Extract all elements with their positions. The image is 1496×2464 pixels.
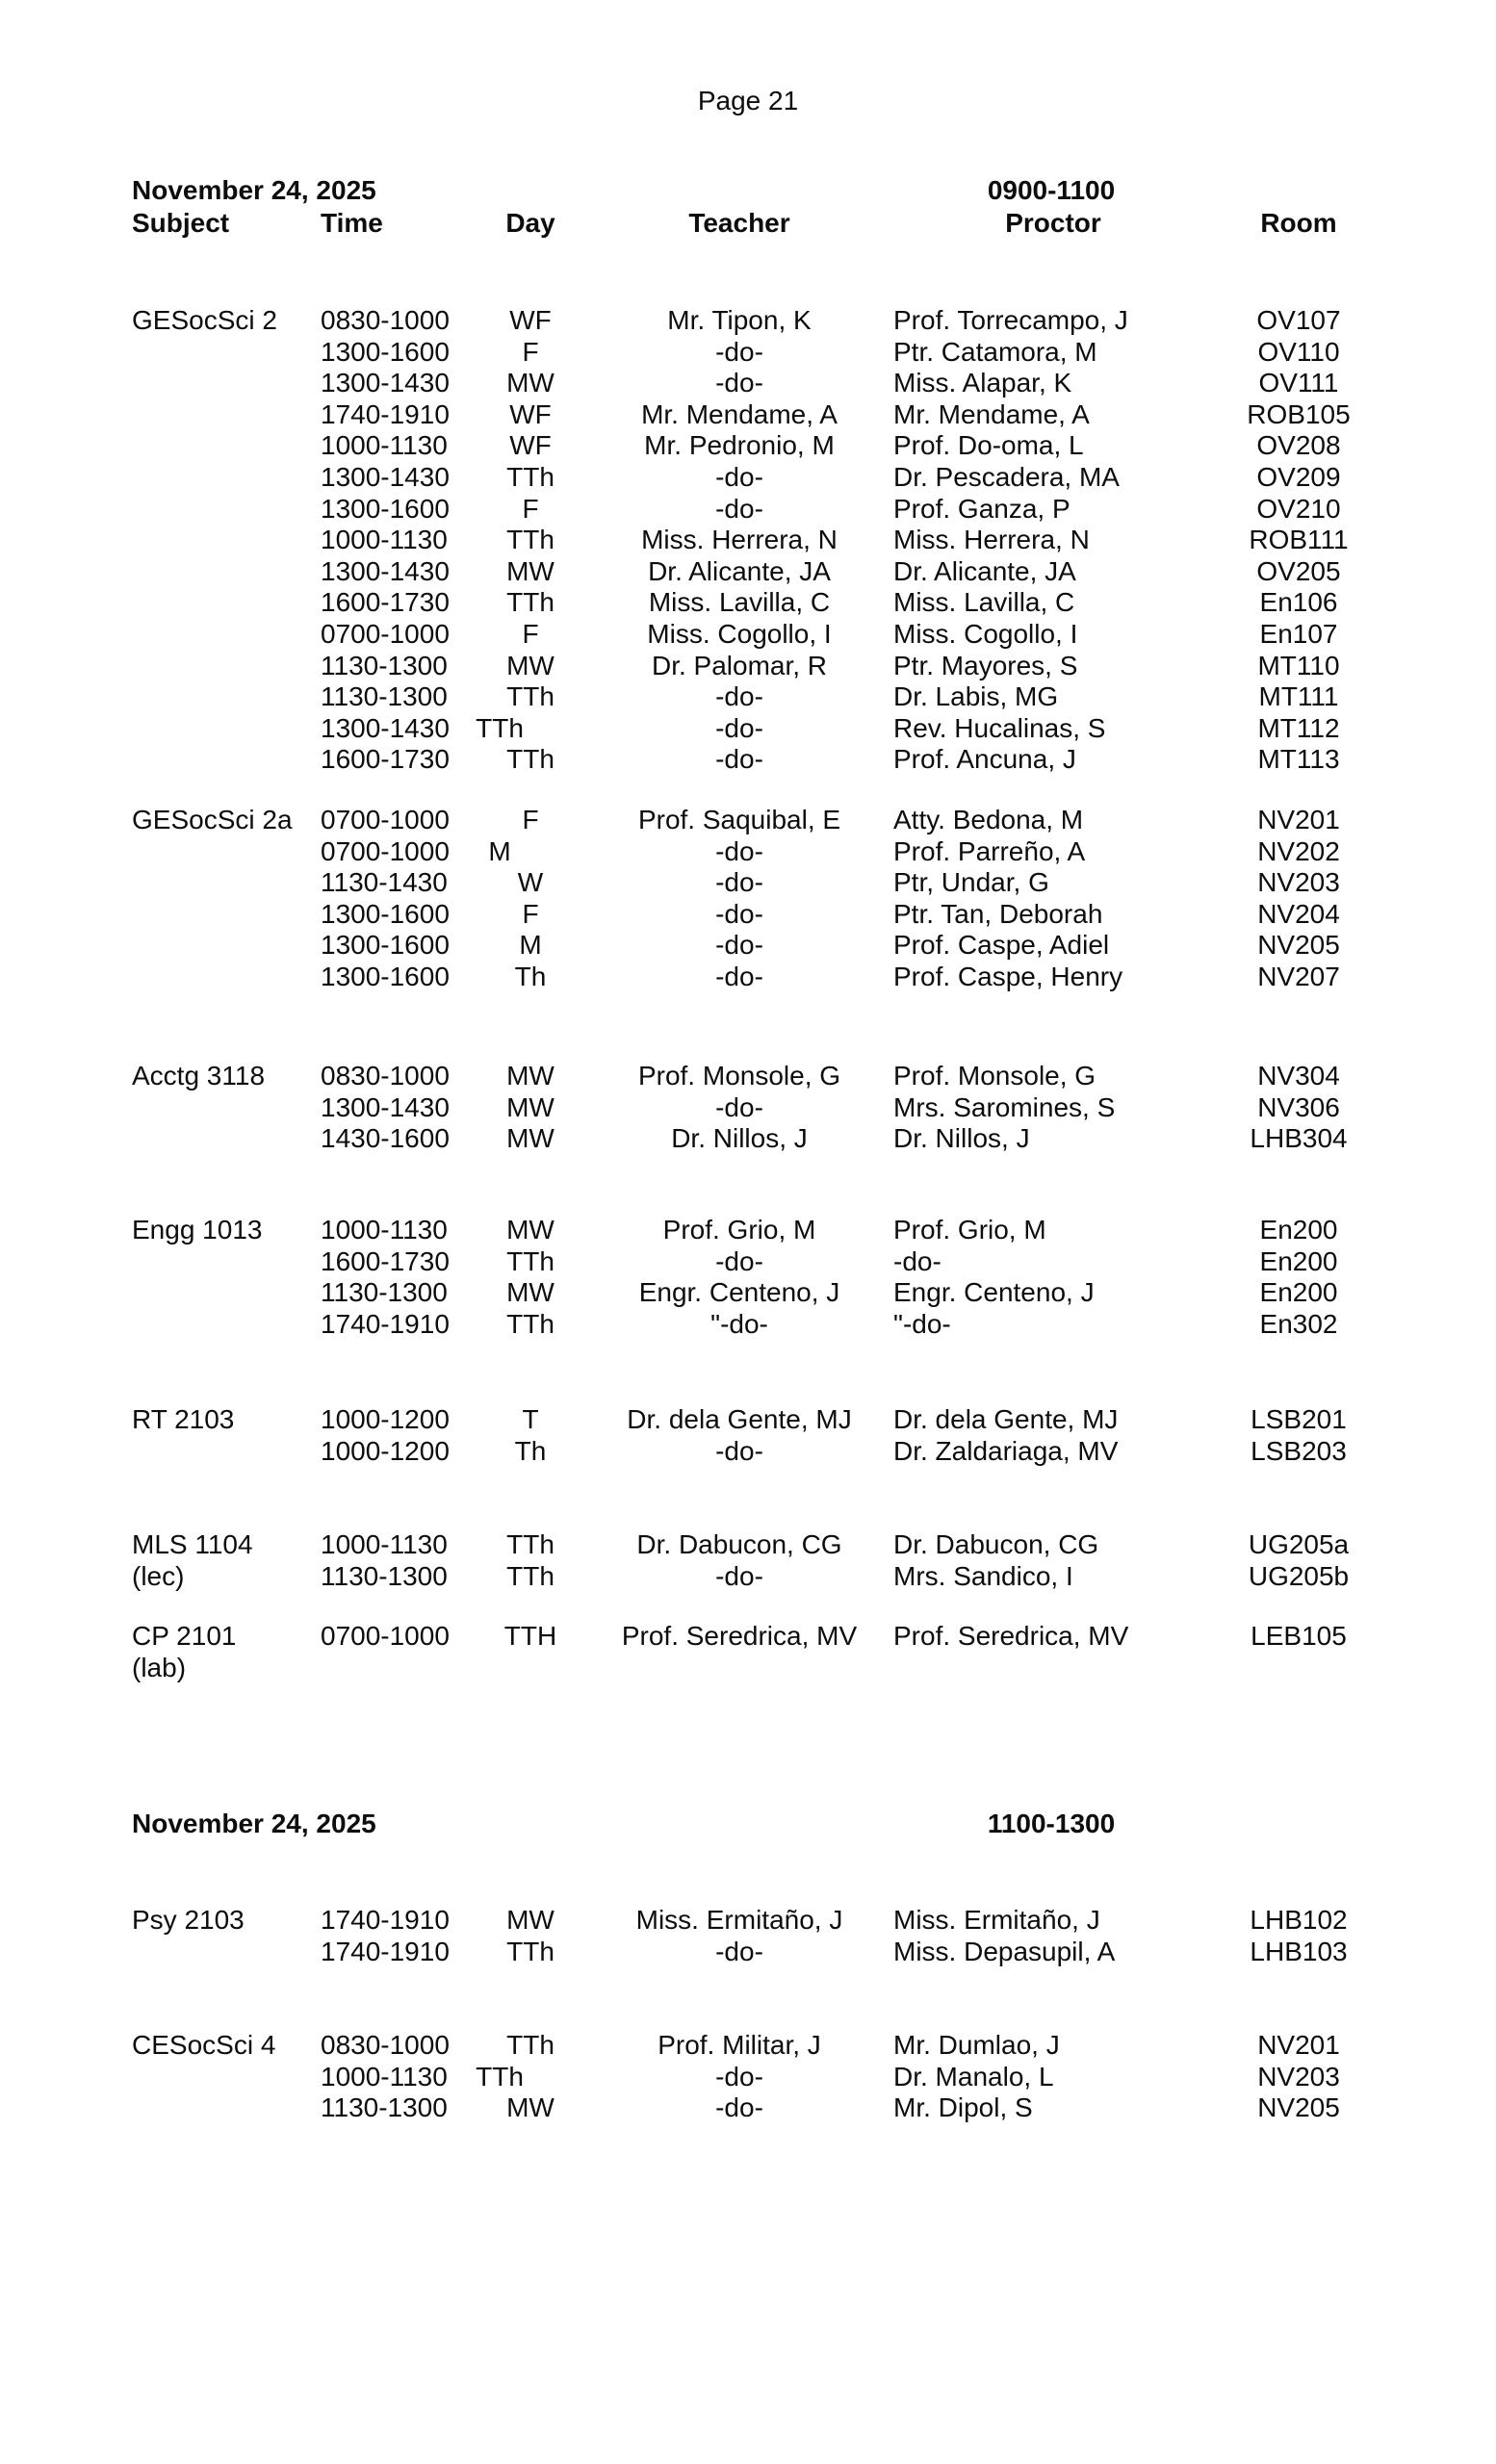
schedule-row [0,495,1496,524]
day-cell: MW [506,1277,555,1308]
time-cell: 1000-1130 [321,1529,448,1559]
section2-date: November 24, 2025 [132,1809,376,1838]
schedule-row [0,526,1496,554]
proctor-cell: Prof. Do-oma, L [893,430,1084,461]
teacher-cell: -do- [715,930,763,961]
subject-sublabel: (lab) [132,1652,187,1682]
day-cell: MW [506,1061,555,1091]
proctor-cell: Prof. Ancuna, J [893,744,1076,775]
room-cell: NV203 [1257,867,1340,898]
teacher-cell: Miss. Lavilla, C [648,587,831,618]
day-cell: TTh [506,1245,555,1276]
time-cell: 1000-1130 [321,430,448,461]
section1-time-slot: 0900-1100 [987,175,1116,205]
time-cell: 1000-1130 [321,525,448,555]
time-cell: 1000-1200 [321,1435,450,1466]
proctor-cell: Dr. Labis, MG [893,681,1059,712]
proctor-cell: Ptr, Undar, G [893,867,1049,898]
proctor-cell: Rev. Hucalinas, S [893,712,1106,743]
proctor-cell: Ptr. Catamora, M [893,336,1097,367]
day-cell: TTH [503,1621,557,1651]
day-cell: T [522,1404,539,1434]
room-cell: OV209 [1256,462,1341,492]
schedule-row [0,338,1496,367]
room-cell: OV110 [1257,336,1340,367]
time-cell: 0700-1000 [321,805,450,834]
room-cell: NV204 [1257,898,1340,929]
proctor-cell: Atty. Bedona, M [893,805,1084,834]
proctor-cell: Dr. Alicante, JA [893,555,1076,586]
day-cell: TTh [506,1936,555,1966]
room-cell: NV306 [1257,1091,1340,1122]
room-cell: UG205b [1248,1560,1350,1591]
schedule-row [0,714,1496,743]
schedule-row [0,1278,1496,1307]
teacher-cell: -do- [715,962,763,991]
room-cell: NV304 [1257,1061,1340,1091]
schedule-row [0,745,1496,774]
day-cell: TTh [506,1560,555,1591]
time-cell: 1130-1300 [321,650,448,680]
time-cell: 1300-1430 [321,1091,450,1122]
day-cell: F [522,805,539,834]
schedule-row [0,2031,1496,2060]
time-cell: 1600-1730 [321,1245,450,1276]
proctor-cell: Ptr. Mayores, S [893,650,1078,680]
teacher-cell: Prof. Grio, M [662,1215,816,1245]
day-cell: MW [506,555,555,586]
day-cell: TTh [476,712,524,743]
teacher-cell: -do- [715,744,763,775]
schedule-row [0,1622,1496,1651]
time-cell: 1300-1430 [321,462,450,492]
teacher-cell: Prof. Seredrica, MV [621,1621,858,1651]
subject-label: GESocSci 2 [132,305,277,335]
teacher-cell: Engr. Centeno, J [638,1277,840,1308]
day-cell: F [522,493,539,524]
time-cell: 1000-1130 [321,1215,448,1245]
room-cell: ROB105 [1247,398,1351,429]
schedule-row [0,306,1496,335]
proctor-cell: Engr. Centeno, J [893,1277,1095,1308]
proctor-cell: Prof. Parreño, A [893,835,1086,866]
schedule-row [0,588,1496,617]
day-cell: WF [509,305,552,335]
column-header-time: Time [321,208,383,238]
time-cell: 0700-1000 [321,619,450,649]
time-cell: 1000-1130 [321,2061,448,2092]
schedule-row [0,1938,1496,1966]
teacher-cell: -do- [715,462,763,492]
teacher-cell: Prof. Militar, J [658,2030,821,2060]
proctor-cell: Miss. Alapar, K [893,368,1072,398]
day-cell: MW [506,368,555,398]
schedule-row [0,806,1496,834]
subject-sublabel: (lec) [132,1560,185,1591]
day-cell: TTh [506,744,555,775]
page-number: Page 21 [697,86,799,116]
day-cell: W [517,867,544,898]
day-cell: MW [506,1215,555,1245]
section1-date: November 24, 2025 [132,175,376,205]
subject-label: Engg 1013 [132,1215,263,1245]
time-cell: 1600-1730 [321,744,450,775]
teacher-cell: -do- [715,368,763,398]
day-cell: WF [509,398,552,429]
teacher-cell: Prof. Saquibal, E [637,805,841,834]
proctor-cell: Dr. Dabucon, CG [893,1529,1099,1559]
time-cell: 1300-1430 [321,712,450,743]
subject-label: MLS 1104 [132,1529,253,1559]
proctor-cell: Dr. Pescadera, MA [893,462,1120,492]
subject-label: Psy 2103 [132,1905,245,1935]
column-header-row [0,209,1496,238]
time-cell: 1130-1300 [321,1277,448,1308]
teacher-cell: Mr. Mendame, A [641,398,838,429]
teacher-cell: -do- [715,712,763,743]
schedule-row [0,1093,1496,1122]
day-cell: MW [506,1123,555,1154]
subject-label: GESocSci 2a [132,805,293,834]
schedule-row [0,837,1496,866]
column-header-proctor: Proctor [1005,208,1101,238]
teacher-cell: -do- [715,1936,763,1966]
subject-label: RT 2103 [132,1404,235,1434]
room-cell: OV111 [1258,368,1339,398]
proctor-cell: Dr. Zaldariaga, MV [893,1435,1119,1466]
proctor-cell: Mr. Dipol, S [893,2092,1033,2123]
proctor-cell: Prof. Caspe, Henry [893,962,1123,991]
teacher-cell: Miss. Herrera, N [641,525,838,555]
room-cell: NV203 [1257,2061,1340,2092]
day-cell: TTh [506,1529,555,1559]
teacher-cell: -do- [715,2061,763,2092]
teacher-cell: -do- [715,898,763,929]
schedule-row [0,1530,1496,1559]
time-cell: 1300-1430 [321,368,450,398]
column-header-room: Room [1260,208,1337,238]
schedule-row [0,868,1496,897]
day-cell: TTh [506,587,555,618]
schedule-row [0,431,1496,460]
room-cell: MT111 [1258,681,1339,712]
schedule-row [0,1062,1496,1091]
proctor-cell: Miss. Depasupil, A [893,1936,1116,1966]
day-cell: MW [506,2092,555,2123]
day-cell: MW [506,1091,555,1122]
proctor-cell: Miss. Herrera, N [893,525,1090,555]
teacher-cell: -do- [715,1560,763,1591]
proctor-cell: -do- [893,1245,941,1276]
time-cell: 1300-1600 [321,962,450,991]
time-cell: 1740-1910 [321,1308,450,1339]
time-cell: 1300-1600 [321,930,450,961]
schedule-row [0,463,1496,492]
day-cell: F [522,898,539,929]
room-cell: En302 [1259,1308,1338,1339]
proctor-cell: Mrs. Saromines, S [893,1091,1116,1122]
proctor-cell: Miss. Ermitaño, J [893,1905,1100,1935]
day-cell: M [519,930,542,961]
time-cell: 1600-1730 [321,587,450,618]
room-cell: LSB203 [1251,1435,1347,1466]
time-cell: 0700-1000 [321,1621,450,1651]
proctor-cell: Mr. Mendame, A [893,398,1090,429]
day-cell: WF [509,430,552,461]
schedule-row [0,962,1496,991]
time-cell: 1130-1300 [321,1560,448,1591]
room-cell: NV205 [1257,2092,1340,2123]
time-cell: 1130-1430 [321,867,448,898]
teacher-cell: Dr. Alicante, JA [648,555,831,586]
teacher-cell: Dr. Nillos, J [671,1123,808,1154]
schedule-row [0,1562,1496,1591]
schedule-row [0,652,1496,680]
room-cell: En200 [1259,1245,1338,1276]
room-cell: NV205 [1257,930,1340,961]
schedule-row [0,1906,1496,1935]
teacher-cell: Mr. Pedronio, M [644,430,835,461]
room-cell: NV201 [1257,805,1340,834]
schedule-row [0,1124,1496,1153]
section2-time-slot: 1100-1300 [987,1809,1116,1838]
room-cell: OV205 [1256,555,1341,586]
schedule-row [0,557,1496,586]
teacher-cell: -do- [715,493,763,524]
room-cell: MT110 [1257,650,1340,680]
schedule-row [0,1437,1496,1466]
schedule-row [0,2063,1496,2092]
day-cell: Th [514,1435,547,1466]
subject-label: CP 2101 [132,1621,237,1651]
day-cell: TTh [476,2061,524,2092]
room-cell: MT113 [1257,744,1340,775]
time-cell: 0830-1000 [321,305,450,335]
schedule-row [0,1654,1496,1682]
room-cell: LHB103 [1250,1936,1348,1966]
column-header-day: Day [505,208,555,238]
teacher-cell: Miss. Ermitaño, J [635,1905,843,1935]
schedule-row [0,400,1496,429]
day-cell: TTh [506,681,555,712]
time-cell: 1130-1300 [321,681,448,712]
room-cell: NV207 [1257,962,1340,991]
room-cell: NV202 [1257,835,1340,866]
proctor-cell: Prof. Caspe, Adiel [893,930,1110,961]
teacher-cell: -do- [715,336,763,367]
day-cell: M [488,835,511,866]
proctor-cell: Mrs. Sandico, I [893,1560,1073,1591]
schedule-row [0,620,1496,649]
room-cell: En106 [1259,587,1338,618]
day-cell: TTh [506,525,555,555]
time-cell: 1300-1600 [321,898,450,929]
column-header-subject: Subject [132,208,230,238]
day-cell: F [522,619,539,649]
teacher-cell: Dr. Dabucon, CG [636,1529,842,1559]
day-cell: MW [506,1905,555,1935]
teacher-cell: -do- [715,1091,763,1122]
time-cell: 0700-1000 [321,835,450,866]
schedule-row [0,1310,1496,1339]
day-cell: F [522,336,539,367]
proctor-cell: Dr. Nillos, J [893,1123,1030,1154]
time-cell: 1740-1910 [321,1905,450,1935]
room-cell: UG205a [1248,1529,1350,1559]
proctor-cell: "-do- [893,1308,951,1339]
room-cell: NV201 [1257,2030,1340,2060]
proctor-cell: Miss. Lavilla, C [893,587,1075,618]
proctor-cell: Prof. Grio, M [893,1215,1046,1245]
schedule-row [0,900,1496,929]
schedule-row [0,369,1496,398]
teacher-cell: Mr. Tipon, K [667,305,812,335]
proctor-cell: Dr. dela Gente, MJ [893,1404,1119,1434]
schedule-row [0,931,1496,960]
room-cell: OV210 [1256,493,1341,524]
room-cell: En200 [1259,1215,1338,1245]
subject-label: Acctg 3118 [132,1061,266,1091]
proctor-cell: Prof. Monsole, G [893,1061,1096,1091]
teacher-cell: -do- [715,1435,763,1466]
room-cell: ROB111 [1249,525,1349,555]
room-cell: OV107 [1256,305,1341,335]
teacher-cell: -do- [715,835,763,866]
proctor-cell: Miss. Cogollo, I [893,619,1078,649]
proctor-cell: Mr. Dumlao, J [893,2030,1060,2060]
time-cell: 1740-1910 [321,1936,450,1966]
room-cell: LSB201 [1251,1404,1347,1434]
time-cell: 1300-1600 [321,493,450,524]
time-cell: 1300-1430 [321,555,450,586]
room-cell: MT112 [1257,712,1340,743]
room-cell: LHB102 [1250,1905,1348,1935]
day-cell: TTh [506,462,555,492]
time-cell: 1740-1910 [321,398,450,429]
schedule-row [0,682,1496,711]
schedule-row [0,1405,1496,1434]
teacher-cell: Dr. dela Gente, MJ [627,1404,852,1434]
teacher-cell: -do- [715,681,763,712]
teacher-cell: -do- [715,1245,763,1276]
schedule-row [0,2093,1496,2122]
room-cell: LHB304 [1250,1123,1348,1154]
time-cell: 1130-1300 [321,2092,448,2123]
teacher-cell: "-do- [710,1308,768,1339]
teacher-cell: Miss. Cogollo, I [647,619,832,649]
time-cell: 1430-1600 [321,1123,450,1154]
teacher-cell: Dr. Palomar, R [651,650,828,680]
time-cell: 1300-1600 [321,336,450,367]
time-cell: 1000-1200 [321,1404,450,1434]
time-cell: 0830-1000 [321,2030,450,2060]
room-cell: En200 [1259,1277,1338,1308]
day-cell: TTh [506,2030,555,2060]
room-cell: OV208 [1256,430,1341,461]
proctor-cell: Dr. Manalo, L [893,2061,1054,2092]
day-cell: Th [514,962,547,991]
day-cell: MW [506,650,555,680]
room-cell: En107 [1259,619,1338,649]
proctor-cell: Ptr. Tan, Deborah [893,898,1103,929]
subject-label: CESocSci 4 [132,2030,276,2060]
proctor-cell: Prof. Torrecampo, J [893,305,1128,335]
room-cell: LEB105 [1251,1621,1347,1651]
proctor-cell: Prof. Ganza, P [893,493,1070,524]
column-header-teacher: Teacher [688,208,790,238]
proctor-cell: Prof. Seredrica, MV [893,1621,1129,1651]
schedule-row [0,1216,1496,1245]
time-cell: 0830-1000 [321,1061,450,1091]
day-cell: TTh [506,1308,555,1339]
teacher-cell: Prof. Monsole, G [637,1061,841,1091]
teacher-cell: -do- [715,867,763,898]
schedule-row [0,1247,1496,1276]
teacher-cell: -do- [715,2092,763,2123]
